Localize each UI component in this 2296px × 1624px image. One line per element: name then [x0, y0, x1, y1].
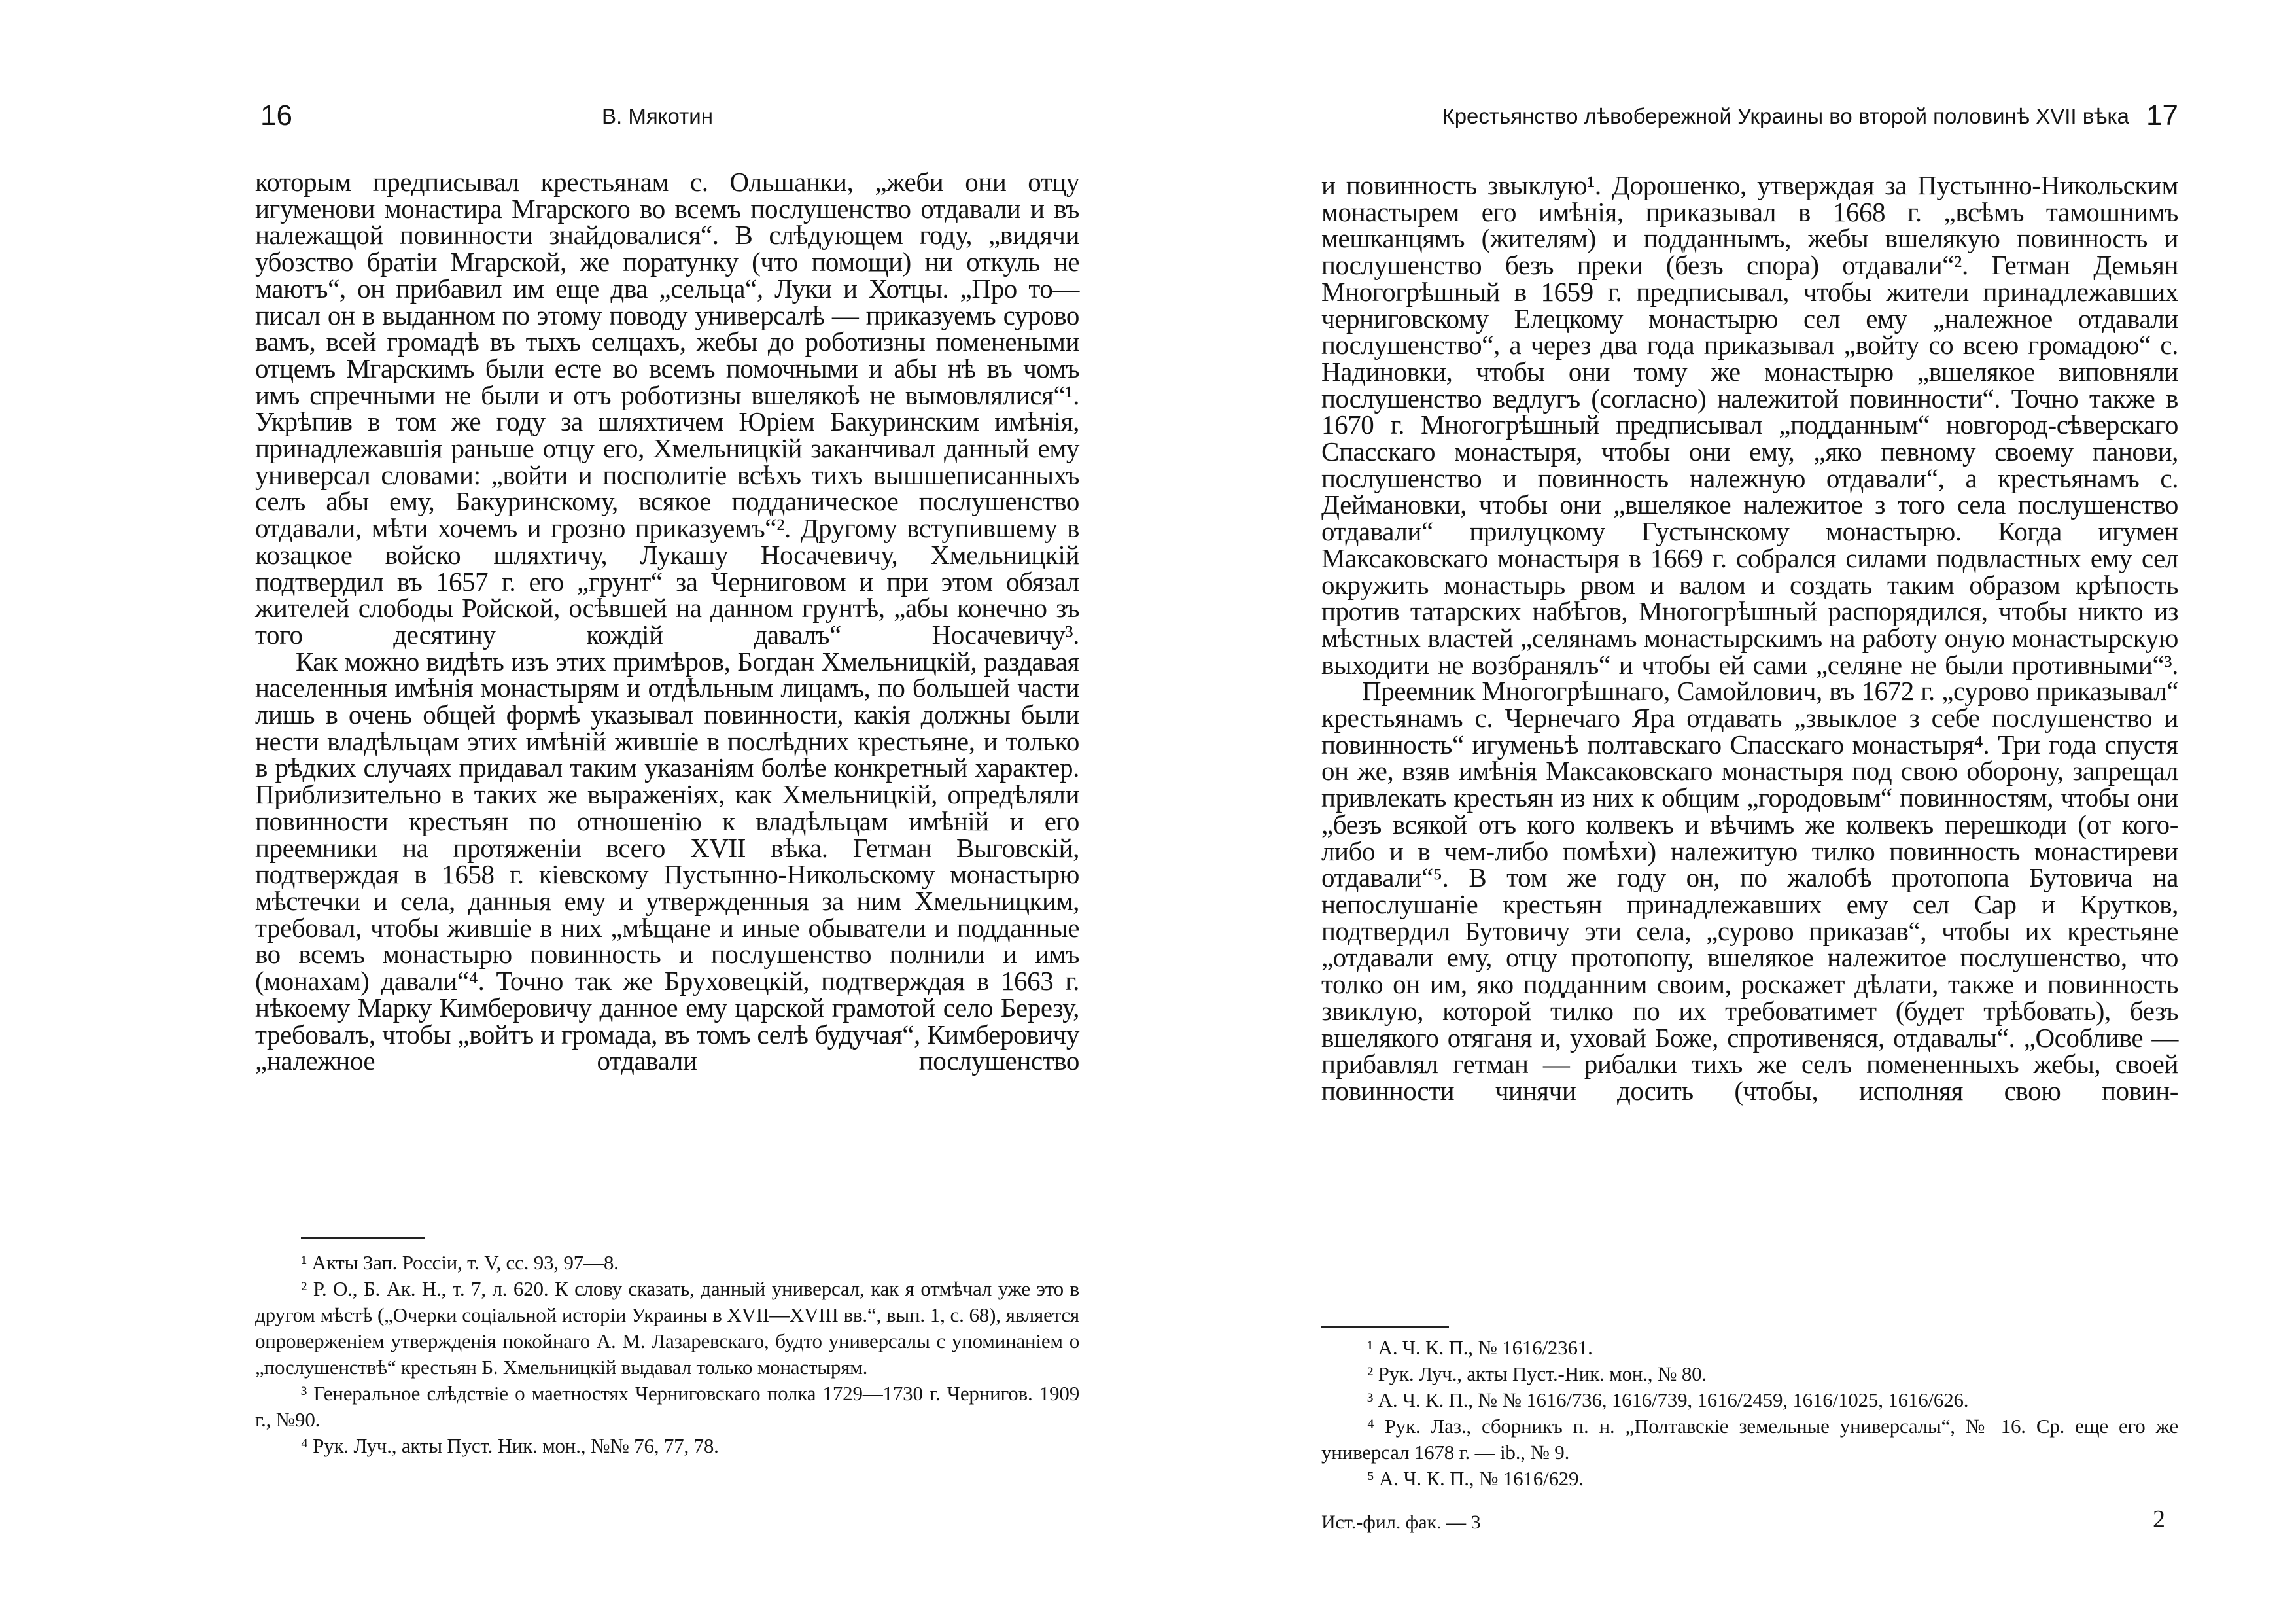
signature-number: 2: [2153, 1506, 2165, 1533]
left-running-head: В. Мякотин: [602, 104, 713, 128]
right-footnote-5: ⁵ А. Ч. К. П., № 1616/629.: [1367, 1467, 1584, 1490]
right-footnote-3: ³ А. Ч. К. П., № № 1616/736, 1616/739, 1616/2459, 1616/1025, 1616/626.: [1367, 1388, 1969, 1411]
left-page-number: 16: [260, 99, 292, 132]
right-page-header: [1321, 98, 2178, 137]
left-footnote-4: ⁴ Рук. Луч., акты Пуст. Ник. мон., №№ 76, 77, 78.: [301, 1434, 719, 1457]
left-footnote-rule: [301, 1237, 425, 1239]
right-page-number: 17: [2146, 99, 2178, 132]
right-running-head: Крестьянство лѣвобережной Украины во второй половинѣ XVII вѣка: [1442, 104, 2129, 128]
signature-line: [1321, 1505, 2178, 1538]
right-paragraph-1: и повинность звыклую¹. Дорошенко, утверждая за Пустынно-Никольским монастырем его имѣнія, приказывал в 1668 г. „всѣмъ тамошнимъ мешканцямъ (жителям) и подданнымъ, жебы вшелякую повинность и послушенство безъ преки (безъ спора) отдавали“². Гетман Демьян Многогрѣшный в 1659 г. предписывал, чтобы жители принадлежавших черниговскому Елецкому монастырю сел ему „належное отдавали послушенство“, а через два года приказывал „войту со всею громадою“ с. Надиновки, чтобы они тому же монастырю „вшелякое виповняли послушенство ведлугъ (согласно) належитой повинности“. Точно также в 1670 г. Многогрѣшный предписывал „подданным“ новгород-сѣверскаго Спасскаго монастыря, чтобы они ему, „яко певному своему панови, послушенство и повинность належную отдавали“, а крестьянамъ с. Деймановки, чтобы они „вшелякое належитое з того села послушенство отдавали“ прилуцкому Густынскому монастырю. Когда игумен Максаковскаго монастыря в 1669 г. собрался силами подвластных ему сел окружить монастырь рвом и валом и создать таким образом крѣпость против татарских набѣгов, Многогрѣшный распорядился, чтобы никто из мѣстных властей „селянамъ монастырскимъ на работу оную монастырскую выходити не возбранялъ“ и чтобы ей сами „селяне не были противными“³.: [1321, 170, 2178, 680]
left-footnotes: [255, 1250, 1079, 1459]
left-paragraph-2: Как можно видѣть изъ этих примѣров, Богдан Хмельницкій, раздавая населенныя имѣнія монастырям и отдѣльным лицамъ, по большей части лишь в очень общей формѣ указывал повинности, какія должны были нести владѣльцам этих имѣній жившіе в послѣдних крестьяне, и только в рѣдких случаях придавал таким указаніям болѣе конкретный характер. Приблизительно в таких же выраженіях, как Хмельницкій, опредѣляли повинности крестьян по отношенію к владѣльцам имѣній и его преемники на протяженіи всего XVII вѣка. Гетман Выговскій, подтверждая в 1658 г. кіевскому Пустынно-Никольскому монастырю мѣстечки и села, данныя ему и утвержденныя за ним Хмельницким, требовал, чтобы жившіе в них „мѣщане и иные обыватели и подданные во всемъ монастырю повинность и послушенство полнили и имъ (монахам) давали“⁴. Точно так же Бруховецкій, подтверждая в 1663 г. нѣкоему Марку Кимберовичу данное ему царской грамотой село Березу, требовалъ, чтобы „войтъ и громада, въ томъ селѣ будучая“, Кимберовичу „належное отдавали послушенство: [255, 646, 1079, 1076]
signature-text: Ист.-фил. фак. — 3: [1321, 1511, 1481, 1533]
right-footnotes: [1321, 1335, 2178, 1492]
left-footnote-1: ¹ Акты Зап. Россіи, т. V, сс. 93, 97—8.: [301, 1251, 619, 1274]
left-footnote-2: ² Р. О., Б. Ак. Н., т. 7, л. 620. К слову сказать, данный универсал, как я отмѣчал уже это в другом мѣстѣ („Очерки соціальной исторіи Украины в XVII—XVIII вв.“, вып. 1, с. 68), является опроверженіем утвержденія покойнаго А. М. Лазаревскаго, будто универсалы с упоминаніем о „послушенствѣ“ крестьян Б. Хмельницкій выдавал только монастырям.: [255, 1277, 1079, 1379]
right-paragraph-2: Преемник Многогрѣшнаго, Самойлович, въ 1672 г. „сурово приказывал“ крестьянамъ с. Чернечаго Яра отдавать „звыклое з себе послушенство и повинность“ игуменьѣ полтавскаго Спасскаго монастыря⁴. Три года спустя он же, взяв имѣнія Максаковскаго монастыря под свою оборону, запрещал привлекать крестьян из них к общим „городовым“ повинностям, чтобы они „безъ всякой отъ кого колвекъ и вѣчимъ же колвекъ перешкоди (от кого-либо и в чем-либо помѣхи) належитую тилко повинность монастиреви отдавали“⁵. В том же году он, по жалобѣ протопопа Бутовича на непослушаніе крестьян принадлежавших ему сел Сар и Крутков, подтвердил Бутовичу эти села, „сурово приказав“, чтобы их крестьяне „отдавали ему, отцу протопопу, вшелякое належитое послушенство, что толко он им, яко подданним своим, роскажет дѣлати, также и повинность звиклую, которой тилко по их требоватимет (будет трѣбовать), безъ вшелякого отяганя и, уховай Боже, спротивеняся, отдавалы“. „Особливе — прибавлял гетман — рибалки тихъ же селъ помененныхъ жебы, своей повинности чинячи досить (чтобы, исполняя свою повин-: [1321, 676, 2178, 1106]
right-footnote-4: ⁴ Рук. Лаз., сборникъ п. н. „Полтавскіе земельные универсалы“, № 16. Ср. еще его же универсал 1678 г. — ib., № 9.: [1321, 1415, 2178, 1464]
right-footnote-2: ² Рук. Луч., акты Пуст.-Ник. мон., № 80.: [1367, 1362, 1707, 1385]
right-footnote-rule: [1321, 1326, 1449, 1328]
right-body-text: [1321, 172, 2178, 1104]
left-page-header: [255, 98, 1079, 137]
left-body-text: [255, 169, 1079, 1074]
left-paragraph-1: которым предписывал крестьянам с. Ольшанки, „жеби они отцу игуменови монастира Мгарского во всемъ послушенство отдавали и въ належащой повинности знайдовалися“. В слѣдующем году, „видячи убозство братіи Мгарской, же поратунку (что помощи) ни откуль не маютъ“, он прибавил им еще два „сельца“, Луки и Хотцы. „Про то—писал он в выданном по этому поводу универсалѣ — приказуемъ сурово вамъ, всей громадѣ въ тыхъ селцахъ, жебы до роботизны поменеными отцемъ Мгарскимъ были есте во всемъ помочными и абы нѣ въ чомъ имъ спречными не были и отъ роботизны вшелякоѣ не вымовлялися“¹. Укрѣпив в том же году за шляхтичем Юріем Бакуринским имѣнія, принадлежавшія раньше отцу его, Хмельницкій заканчивал данный ему универсал словами: „войти и посполитіе всѣхъ тихъ вышшеписанныхъ селъ абы ему, Бакуринскому, всякое подданическое послушенство отдавали, мѣти хочемъ и грозно приказуемъ“². Другому вступившему в козацкое войско шляхтичу, Лукашу Носачевичу, Хмельницкій подтвердил въ 1657 г. его „грунт“ за Черниговом и при этом обязал жителей слободы Ройской, осѣвшей на данном грунтѣ, „абы конечно зъ того десятину кождій давалъ“ Носачевичу³.: [255, 167, 1079, 650]
left-footnote-3: ³ Генеральное слѣдствіе о маетностях Черниговскаго полка 1729—1730 г. Чернигов. 1909 г., №90.: [255, 1382, 1079, 1431]
right-footnote-1: ¹ А. Ч. К. П., № 1616/2361.: [1367, 1336, 1593, 1359]
